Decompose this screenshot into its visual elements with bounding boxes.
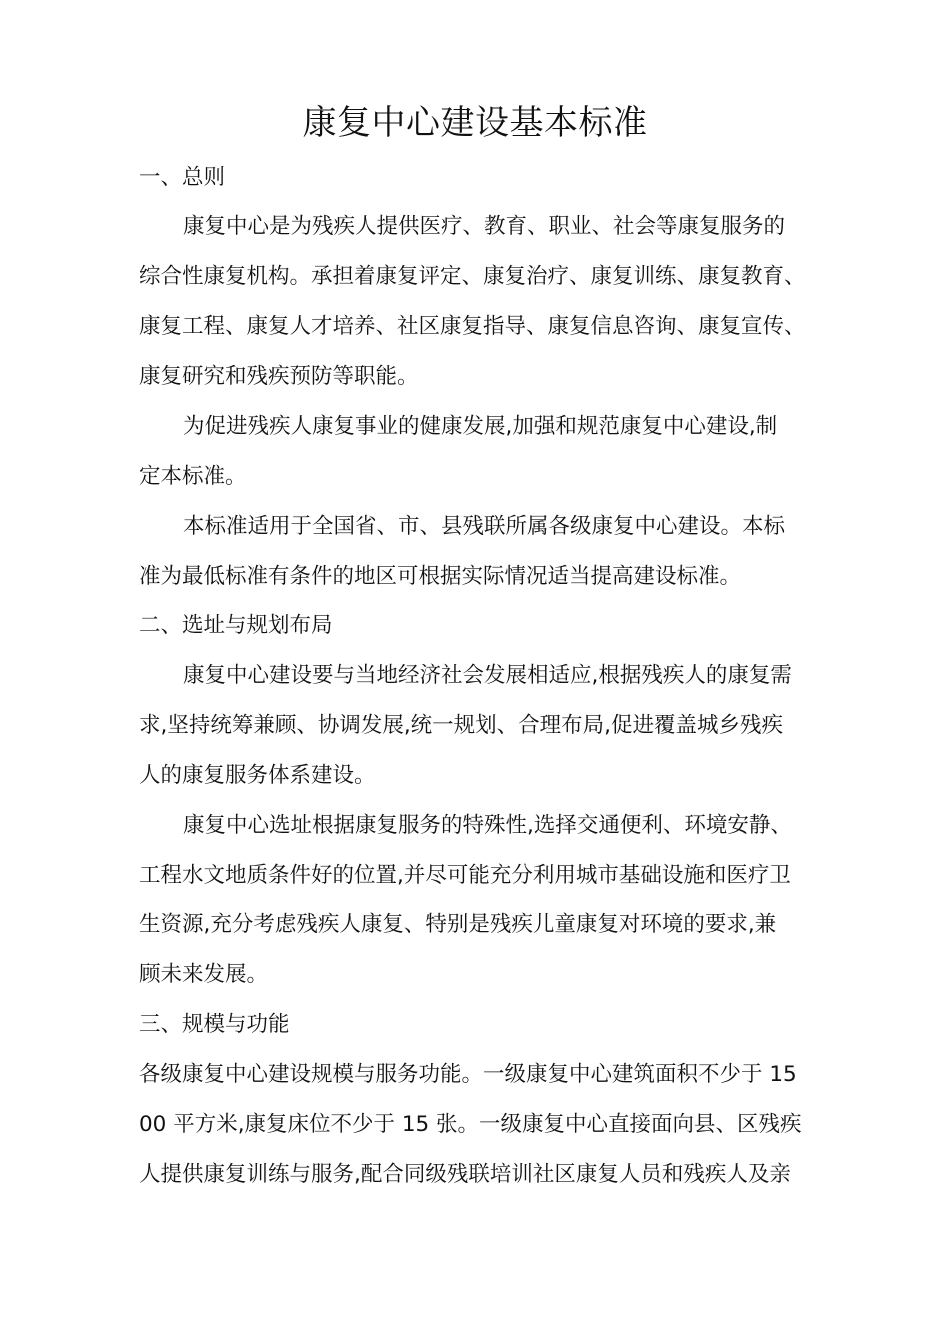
paragraph-line: 定本标准。: [139, 464, 247, 489]
paragraph-line: 各级康复中心建设规模与服务功能。一级康复中心建筑面积不少于 15: [139, 1062, 797, 1087]
paragraph-line: 康复中心建设要与当地经济社会发展相适应,根据残疾人的康复需: [183, 663, 792, 688]
document-title: 康复中心建设基本标准: [302, 103, 648, 143]
paragraph-line: 准为最低标准有条件的地区可根据实际情况适当提高建设标准。: [139, 564, 742, 589]
paragraph-line: 康复工程、康复人才培养、社区康复指导、康复信息咨询、康复宣传、: [139, 314, 806, 339]
paragraph-line: 康复中心是为残疾人提供医疗、教育、职业、社会等康复服务的: [183, 214, 786, 239]
paragraph-line: 综合性康复机构。承担着康复评定、康复治疗、康复训练、康复教育、: [139, 264, 806, 289]
paragraph-line: 为促进残疾人康复事业的健康发展,加强和规范康复中心建设,制: [183, 414, 778, 439]
paragraph-line: 人提供康复训练与服务,配合同级残联培训社区康复人员和残疾人及亲: [139, 1162, 791, 1187]
paragraph-line: 人的康复服务体系建设。: [139, 763, 376, 788]
paragraph-line: 康复研究和残疾预防等职能。: [139, 364, 419, 389]
paragraph-line: 00 平方米,康复床位不少于 15 张。一级康复中心直接面向县、区残疾: [139, 1112, 802, 1137]
paragraph-line: 求,坚持统筹兼顾、协调发展,统一规划、合理布局,促进覆盖城乡残疾: [139, 713, 784, 738]
section-heading-scale-function: 三、规模与功能: [139, 1012, 290, 1037]
paragraph-line: 顾未来发展。: [139, 962, 269, 987]
paragraph-line: 工程水文地质条件好的位置,并尽可能充分利用城市基础设施和医疗卫: [139, 863, 791, 888]
paragraph-line: 本标准适用于全国省、市、县残联所属各级康复中心建设。本标: [183, 514, 786, 539]
paragraph-line: 生资源,充分考虑残疾人康复、特别是残疾儿童康复对环境的要求,兼: [139, 912, 777, 937]
section-heading-general: 一、总则: [139, 165, 226, 190]
paragraph-line: 康复中心选址根据康复服务的特殊性,选择交通便利、环境安静、: [183, 813, 792, 838]
section-heading-site-planning: 二、选址与规划布局: [139, 613, 333, 638]
